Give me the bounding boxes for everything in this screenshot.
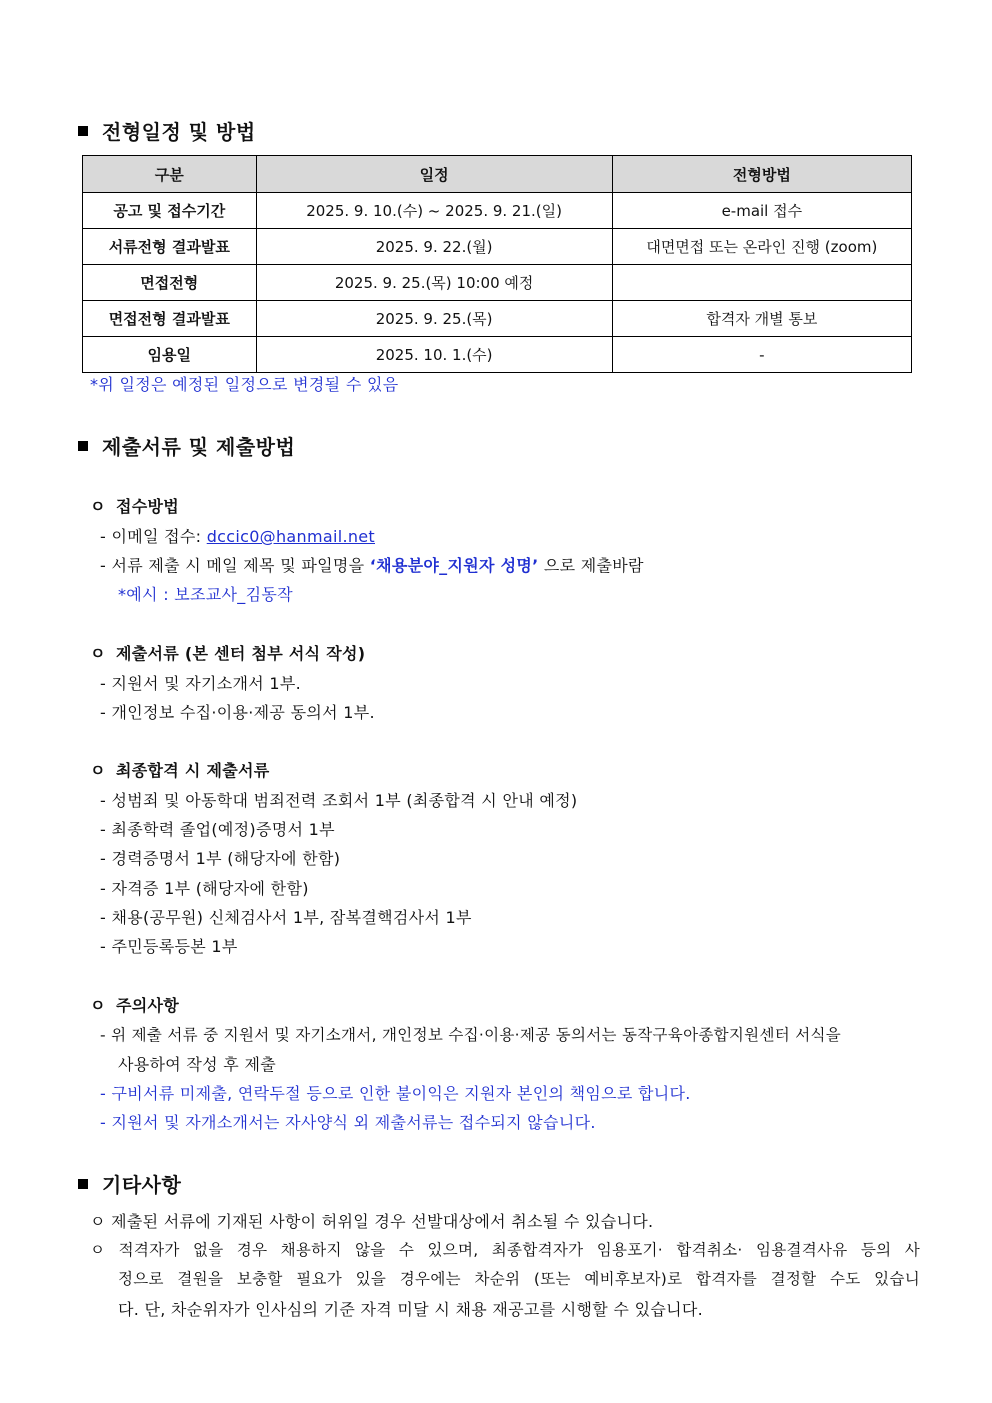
- naming-format: ‘채용분야_지원자 성명’: [369, 556, 539, 575]
- subheading-method: ㅇ 접수방법: [90, 494, 179, 517]
- caution-line-continued: 사용하여 작성 후 제출: [118, 1055, 276, 1074]
- list-item: - 채용(공무원) 신체검사서 1부, 잠복결핵검사서 1부: [100, 908, 472, 927]
- square-bullet-icon: [78, 126, 88, 136]
- table-row: [83, 265, 912, 301]
- naming-example: *예시 : 보조교사_김동작: [118, 585, 293, 604]
- table-cell-label: 서류전형 결과발표: [83, 229, 257, 265]
- list-item: - 성범죄 및 아동학대 범죄전력 조회서 1부 (최종합격 시 안내 예정): [100, 791, 578, 810]
- table-cell-method: e-mail 접수: [612, 193, 911, 229]
- other-item: ㅇ 제출된 서류에 기재된 사항이 허위일 경우 선발대상에서 취소될 수 있습니다.: [90, 1212, 654, 1231]
- square-bullet-icon: [78, 441, 88, 451]
- email-line: - 이메일 접수: dccic0@hanmail.net: [100, 527, 375, 546]
- table-cell-method: 합격자 개별 통보: [612, 301, 911, 337]
- table-cell-method: 대면면접 또는 온라인 진행 (zoom): [612, 229, 911, 265]
- table-cell-label: 면접전형: [83, 265, 257, 301]
- list-item: - 개인정보 수집·이용·제공 동의서 1부.: [100, 703, 375, 722]
- table-row: [83, 193, 912, 229]
- table-cell-label: 공고 및 접수기간: [83, 193, 257, 229]
- list-item: - 주민등록등본 1부: [100, 937, 238, 956]
- table-cell-date: 2025. 9. 25.(목): [256, 301, 612, 337]
- section-heading-schedule: 전형일정 및 방법: [78, 116, 256, 145]
- table-header-cell: 구분: [83, 156, 257, 193]
- table-cell-method: -: [612, 337, 911, 373]
- table-cell-method: [612, 265, 911, 301]
- section-heading-other: 기타사항: [78, 1169, 181, 1198]
- table-header-cell: 일정: [256, 156, 612, 193]
- circle-bullet-icon: ㅇ: [90, 996, 106, 1015]
- table-cell-date: 2025. 9. 25.(목) 10:00 예정: [256, 265, 612, 301]
- table-cell-date: 2025. 9. 10.(수) ~ 2025. 9. 21.(일): [256, 193, 612, 229]
- circle-bullet-icon: ㅇ: [90, 761, 106, 780]
- square-bullet-icon: [78, 1179, 88, 1189]
- caution-line: - 지원서 및 자개소개서는 자사양식 외 제출서류는 접수되지 않습니다.: [100, 1113, 596, 1132]
- email-link[interactable]: dccic0@hanmail.net: [206, 527, 375, 546]
- circle-bullet-icon: ㅇ: [90, 497, 106, 516]
- other-item-continued: 정으로 결원을 보충할 필요가 있을 경우에는 차순위 (또는 예비후보자)로 합격자를 결정할 수도 있습니: [118, 1270, 920, 1288]
- list-item: - 최종학력 졸업(예정)증명서 1부: [100, 820, 335, 839]
- section-heading-documents: 제출서류 및 제출방법: [78, 431, 295, 460]
- caution-line: - 구비서류 미제출, 연락두절 등으로 인한 불이익은 지원자 본인의 책임으로 합니다.: [100, 1084, 691, 1103]
- subheading-final-docs: ㅇ 최종합격 시 제출서류: [90, 758, 270, 781]
- other-item: ㅇ 적격자가 없을 경우 채용하지 않을 수 있으며, 최종합격자가 임용포기· 합격취소· 임용결격사유 등의 사: [90, 1241, 920, 1259]
- other-item-continued: 다. 단, 차순위자가 인사심의 기준 자격 미달 시 채용 재공고를 시행할 수 있습니다.: [118, 1300, 703, 1319]
- table-cell-date: 2025. 9. 22.(월): [256, 229, 612, 265]
- table-header-cell: 전형방법: [612, 156, 911, 193]
- table-row: [83, 337, 912, 373]
- list-item: - 경력증명서 1부 (해당자에 한함): [100, 849, 341, 868]
- schedule-table: [82, 155, 912, 373]
- subheading-docs: ㅇ 제출서류 (본 센터 첨부 서식 작성): [90, 641, 365, 664]
- table-header-row: [83, 156, 912, 193]
- caution-line: - 위 제출 서류 중 지원서 및 자기소개서, 개인정보 수집·이용·제공 동의서는 동작구육아종합지원센터 서식을: [100, 1026, 842, 1044]
- list-item: - 자격증 1부 (해당자에 한함): [100, 879, 309, 898]
- table-cell-label: 면접전형 결과발표: [83, 301, 257, 337]
- subheading-caution: ㅇ 주의사항: [90, 993, 179, 1016]
- circle-bullet-icon: ㅇ: [90, 644, 106, 663]
- table-cell-label: 임용일: [83, 337, 257, 373]
- table-row: [83, 301, 912, 337]
- table-cell-date: 2025. 10. 1.(수): [256, 337, 612, 373]
- list-item: - 지원서 및 자기소개서 1부.: [100, 674, 302, 693]
- table-row: [83, 229, 912, 265]
- schedule-note: *위 일정은 예정된 일정으로 변경될 수 있음: [90, 375, 399, 394]
- naming-line: - 서류 제출 시 메일 제목 및 파일명을 ‘채용분야_지원자 성명’ 으로 제출바람: [100, 556, 644, 575]
